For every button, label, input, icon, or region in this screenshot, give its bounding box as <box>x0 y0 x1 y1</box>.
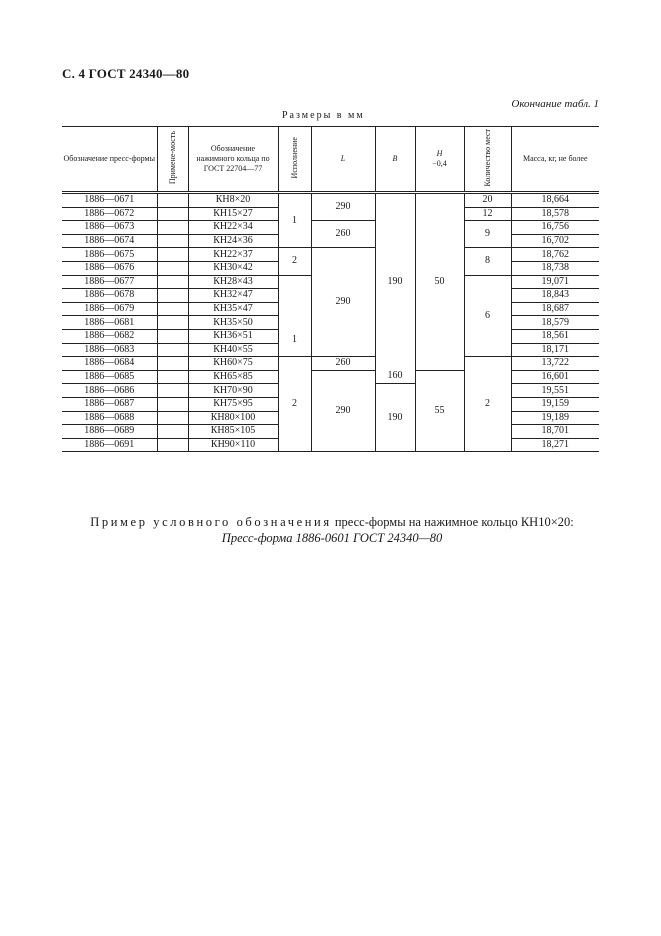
applicability-cell <box>157 316 188 330</box>
col-execution <box>278 127 311 193</box>
applicability-cell <box>157 329 188 343</box>
applicability-cell <box>157 357 188 371</box>
mass-cell: 18,579 <box>511 316 599 330</box>
L-cell: 290 <box>311 248 375 357</box>
places-cell: 12 <box>464 207 511 221</box>
ring-cell: КН22×34 <box>188 221 278 235</box>
page-header: С. 4 ГОСТ 24340—80 <box>62 66 190 81</box>
designation-cell: 1886—0691 <box>62 438 157 452</box>
press-mold-table <box>62 126 599 452</box>
designation-cell: 1886—0688 <box>62 411 157 425</box>
col-L: L <box>311 127 375 193</box>
execution-value: 1 <box>292 334 297 346</box>
places-cell: 6 <box>464 275 511 357</box>
col-H <box>415 127 464 193</box>
mass-cell: 18,738 <box>511 261 599 275</box>
execution-cell: 1 <box>278 193 311 248</box>
ring-cell: КН65×85 <box>188 370 278 384</box>
L-cell: 290 <box>311 370 375 452</box>
applicability-cell <box>157 234 188 248</box>
col-applicability-label: Примене-мость <box>167 130 177 185</box>
col-ring-designation: Обозначение нажимного кольца по ГОСТ 22704—77 <box>188 127 278 193</box>
mass-cell: 18,664 <box>511 193 599 208</box>
ring-cell: КН85×105 <box>188 425 278 439</box>
sizes-note: Размеры в мм <box>282 110 365 121</box>
mass-cell: 18,561 <box>511 329 599 343</box>
col-execution-label: Исполнение <box>289 136 299 179</box>
designation-cell: 1886—0685 <box>62 370 157 384</box>
designation-cell: 1886—0689 <box>62 425 157 439</box>
ring-cell: КН35×50 <box>188 316 278 330</box>
table-row <box>62 248 599 262</box>
execution-cell <box>278 275 311 357</box>
B-cell: 190 <box>375 384 415 452</box>
designation-cell: 1886—0678 <box>62 289 157 303</box>
ring-cell: КН8×20 <box>188 193 278 208</box>
mass-cell: 19,189 <box>511 411 599 425</box>
applicability-cell <box>157 261 188 275</box>
ring-cell: КН15×27 <box>188 207 278 221</box>
designation-cell: 1886—0676 <box>62 261 157 275</box>
applicability-cell <box>157 370 188 384</box>
mass-cell: 19,551 <box>511 384 599 398</box>
ring-cell: КН40×55 <box>188 343 278 357</box>
col-H-label: H <box>436 149 443 158</box>
applicability-cell <box>157 384 188 398</box>
applicability-cell <box>157 438 188 452</box>
col-B: B <box>375 127 415 193</box>
ring-cell: КН24×36 <box>188 234 278 248</box>
H-cell: 50 <box>415 193 464 371</box>
designation-cell: 1886—0683 <box>62 343 157 357</box>
table-row <box>62 370 599 384</box>
table-caption: Окончание табл. 1 <box>511 98 599 110</box>
ring-cell: КН30×42 <box>188 261 278 275</box>
mass-cell: 18,843 <box>511 289 599 303</box>
ring-cell: КН90×110 <box>188 438 278 452</box>
designation-cell: 1886—0675 <box>62 248 157 262</box>
execution-cell: 2 <box>278 248 311 275</box>
mass-cell: 18,271 <box>511 438 599 452</box>
ring-cell: КН80×100 <box>188 411 278 425</box>
applicability-cell <box>157 425 188 439</box>
ring-cell: КН32×47 <box>188 289 278 303</box>
mass-cell: 16,702 <box>511 234 599 248</box>
designation-cell: 1886—0681 <box>62 316 157 330</box>
col-places-label: Количество мест <box>482 128 492 187</box>
execution-cell: 2 <box>278 357 311 452</box>
mass-cell: 13,722 <box>511 357 599 371</box>
B-cell: 190 <box>375 193 415 371</box>
designation-cell: 1886—0686 <box>62 384 157 398</box>
designation-cell: 1886—0672 <box>62 207 157 221</box>
designation-cell: 1886—0671 <box>62 193 157 208</box>
table-row <box>62 193 599 208</box>
ring-cell: КН70×90 <box>188 384 278 398</box>
col-H-tolerance: −0,4 <box>432 159 447 168</box>
col-mass: Масса, кг, не более <box>511 127 599 193</box>
L-cell: 290 <box>311 193 375 221</box>
places-cell: 8 <box>464 248 511 275</box>
table-row <box>62 221 599 235</box>
designation-cell: 1886—0682 <box>62 329 157 343</box>
example-line <box>62 515 602 530</box>
mass-cell: 16,601 <box>511 370 599 384</box>
ring-cell: КН28×43 <box>188 275 278 289</box>
applicability-cell <box>157 289 188 303</box>
designation-cell: 1886—0684 <box>62 357 157 371</box>
applicability-cell <box>157 275 188 289</box>
mass-cell: 16,756 <box>511 221 599 235</box>
mass-cell: 18,762 <box>511 248 599 262</box>
designation-cell: 1886—0677 <box>62 275 157 289</box>
applicability-cell <box>157 207 188 221</box>
table-header-row <box>62 127 599 193</box>
places-cell: 9 <box>464 221 511 248</box>
H-cell: 55 <box>415 370 464 452</box>
example-lead: Пример условного обозначения <box>90 515 332 529</box>
ring-cell: КН22×37 <box>188 248 278 262</box>
applicability-cell <box>157 411 188 425</box>
L-cell: 260 <box>311 221 375 248</box>
example-designation: Пресс-форма 1886-0601 ГОСТ 24340—80 <box>221 531 443 545</box>
mass-cell: 18,578 <box>511 207 599 221</box>
places-cell: 20 <box>464 193 511 208</box>
ring-cell: КН35×47 <box>188 302 278 316</box>
table-row <box>62 357 599 371</box>
example-text: пресс-формы на нажимное кольцо КН10×20: <box>331 515 574 529</box>
ring-cell: КН60×75 <box>188 357 278 371</box>
col-designation: Обозначение пресс-формы <box>62 127 157 193</box>
applicability-cell <box>157 302 188 316</box>
col-applicability <box>157 127 188 193</box>
places-cell: 2 <box>464 357 511 452</box>
mass-cell: 19,159 <box>511 397 599 411</box>
L-cell: 260 <box>311 357 375 371</box>
designation-example <box>62 515 602 546</box>
B-cell: 160 <box>375 370 415 384</box>
ring-cell: КН75×95 <box>188 397 278 411</box>
designation-cell: 1886—0679 <box>62 302 157 316</box>
mass-cell: 19,071 <box>511 275 599 289</box>
applicability-cell <box>157 193 188 208</box>
applicability-cell <box>157 248 188 262</box>
designation-cell: 1886—0687 <box>62 397 157 411</box>
col-places <box>464 127 511 193</box>
applicability-cell <box>157 343 188 357</box>
applicability-cell <box>157 397 188 411</box>
ring-cell: КН36×51 <box>188 329 278 343</box>
applicability-cell <box>157 221 188 235</box>
mass-cell: 18,687 <box>511 302 599 316</box>
mass-cell: 18,171 <box>511 343 599 357</box>
mass-cell: 18,701 <box>511 425 599 439</box>
designation-cell: 1886—0674 <box>62 234 157 248</box>
designation-cell: 1886—0673 <box>62 221 157 235</box>
